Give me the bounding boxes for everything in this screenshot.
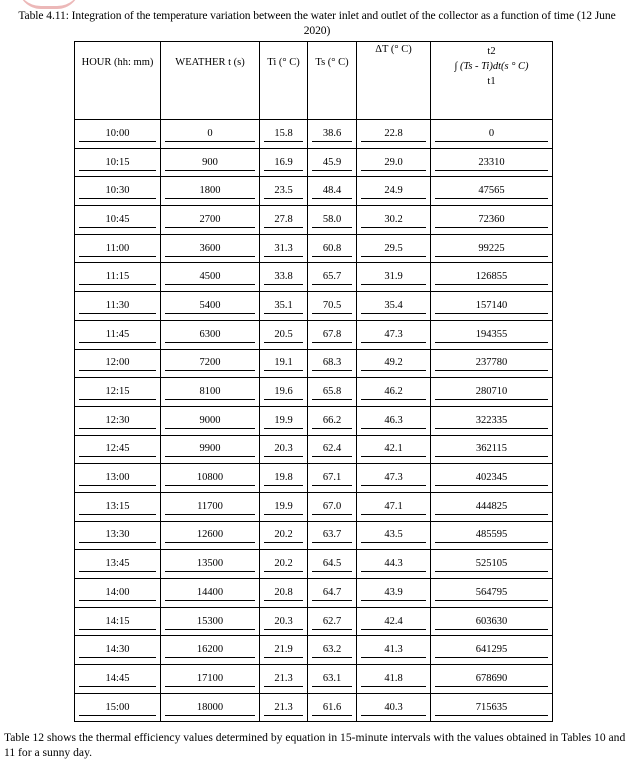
integral-cell [431,464,553,493]
time-seconds-cell-value: 12600 [165,527,255,543]
ts-cell [308,693,357,722]
ti-cell [260,349,308,378]
integral-cell-value: 23310 [435,155,548,171]
table-row [75,406,553,435]
ts-cell-value: 67.0 [312,499,352,515]
time-seconds-cell [161,607,260,636]
hour-cell-value: 10:45 [79,212,156,228]
ti-cell [260,320,308,349]
hour-cell [75,320,161,349]
table-row [75,607,553,636]
ts-cell [308,320,357,349]
ts-cell-value: 67.1 [312,470,352,486]
ti-cell [260,120,308,149]
time-seconds-cell [161,148,260,177]
integral-cell [431,148,553,177]
integral-cell-value: 72360 [435,212,548,228]
ts-cell [308,550,357,579]
ts-cell [308,234,357,263]
delta-t-cell [357,234,431,263]
hour-cell [75,464,161,493]
time-seconds-cell-value: 7200 [165,355,255,371]
table-row [75,148,553,177]
table-row [75,263,553,292]
delta-t-cell-value: 29.5 [361,241,426,257]
delta-t-cell-value: 47.3 [361,327,426,343]
integral-cell-value: 564795 [435,585,548,601]
time-seconds-cell-value: 9000 [165,413,255,429]
hour-cell-value: 14:15 [79,614,156,630]
table-row [75,206,553,235]
ts-cell-value: 64.5 [312,556,352,572]
ts-cell [308,177,357,206]
time-seconds-cell-value: 17100 [165,671,255,687]
ti-cell [260,263,308,292]
integral-cell-value: 47565 [435,183,548,199]
delta-t-cell-value: 42.1 [361,441,426,457]
time-seconds-cell-value: 10800 [165,470,255,486]
integral-cell [431,206,553,235]
ti-cell-value: 35.1 [264,298,303,314]
table-row [75,579,553,608]
time-seconds-cell [161,579,260,608]
integral-cell [431,406,553,435]
time-seconds-cell-value: 3600 [165,241,255,257]
integral-cell [431,492,553,521]
ti-cell [260,435,308,464]
delta-t-cell [357,579,431,608]
ts-cell [308,579,357,608]
time-seconds-cell-value: 2700 [165,212,255,228]
time-seconds-cell [161,550,260,579]
hour-cell [75,234,161,263]
time-seconds-cell [161,665,260,694]
integral-cell-value: 280710 [435,384,548,400]
delta-t-cell-value: 35.4 [361,298,426,314]
ti-cell-value: 21.9 [264,642,303,658]
ti-cell-value: 21.3 [264,700,303,716]
integral-cell [431,607,553,636]
hour-cell-value: 10:15 [79,155,156,171]
ti-cell [260,206,308,235]
hour-cell [75,550,161,579]
ti-cell [260,177,308,206]
integral-cell-value: 715635 [435,700,548,716]
integral-cell-value: 237780 [435,355,548,371]
time-seconds-cell-value: 9900 [165,441,255,457]
hour-cell-value: 13:15 [79,499,156,515]
ti-cell-value: 20.8 [264,585,303,601]
ts-cell [308,636,357,665]
ts-cell [308,292,357,321]
hour-cell [75,665,161,694]
table-row [75,550,553,579]
ts-cell [308,665,357,694]
delta-t-cell [357,492,431,521]
delta-t-cell-value: 44.3 [361,556,426,572]
hour-cell [75,693,161,722]
time-seconds-cell-value: 8100 [165,384,255,400]
hour-cell [75,349,161,378]
ti-cell [260,406,308,435]
time-seconds-cell [161,234,260,263]
time-seconds-cell [161,206,260,235]
time-seconds-cell [161,320,260,349]
ti-cell-value: 19.6 [264,384,303,400]
ti-cell [260,579,308,608]
ti-cell [260,550,308,579]
delta-t-cell [357,406,431,435]
ts-cell-value: 58.0 [312,212,352,228]
integral-cell-value: 99225 [435,241,548,257]
ti-cell [260,665,308,694]
delta-t-cell-value: 42.4 [361,614,426,630]
time-seconds-cell [161,177,260,206]
time-seconds-cell-value: 14400 [165,585,255,601]
integral-cell [431,234,553,263]
hour-cell [75,521,161,550]
integral-cell [431,378,553,407]
ts-cell [308,435,357,464]
delta-t-cell [357,550,431,579]
delta-t-cell-value: 40.3 [361,700,426,716]
time-seconds-cell-value: 16200 [165,642,255,658]
ts-cell-value: 62.4 [312,441,352,457]
time-seconds-cell-value: 15300 [165,614,255,630]
ts-cell-value: 65.7 [312,269,352,285]
delta-t-cell [357,206,431,235]
header-integral [431,42,553,120]
delta-t-cell-value: 31.9 [361,269,426,285]
ts-cell-value: 45.9 [312,155,352,171]
ts-cell-value: 61.6 [312,700,352,716]
delta-t-cell [357,435,431,464]
ts-cell [308,120,357,149]
hour-cell-value: 11:45 [79,327,156,343]
delta-t-cell-value: 43.9 [361,585,426,601]
ts-cell [308,349,357,378]
table-row [75,636,553,665]
time-seconds-cell [161,492,260,521]
ts-cell-value: 63.2 [312,642,352,658]
ts-cell-value: 70.5 [312,298,352,314]
ti-cell-value: 20.5 [264,327,303,343]
delta-t-cell [357,693,431,722]
time-seconds-cell-value: 6300 [165,327,255,343]
delta-t-cell [357,148,431,177]
table-row [75,378,553,407]
integral-cell [431,636,553,665]
integral-expression: ∫ (Ts - Ti)dt(s ° C) [454,61,529,72]
hour-cell [75,378,161,407]
delta-t-cell-value: 29.0 [361,155,426,171]
hour-cell-value: 11:00 [79,241,156,257]
time-seconds-cell-value: 4500 [165,269,255,285]
integral-cell [431,292,553,321]
integral-cell-value: 603630 [435,614,548,630]
hour-cell [75,406,161,435]
integral-cell [431,177,553,206]
ti-cell-value: 27.8 [264,212,303,228]
integral-cell-value: 678690 [435,671,548,687]
ti-cell-value: 19.9 [264,413,303,429]
integral-cell-value: 194355 [435,327,548,343]
time-seconds-cell [161,464,260,493]
delta-t-cell [357,464,431,493]
hour-cell [75,607,161,636]
ti-cell-value: 33.8 [264,269,303,285]
ti-cell-value: 19.1 [264,355,303,371]
integral-cell-value: 157140 [435,298,548,314]
ti-cell-value: 20.2 [264,527,303,543]
hour-cell-value: 14:30 [79,642,156,658]
hour-cell [75,177,161,206]
delta-t-cell [357,521,431,550]
integral-cell [431,665,553,694]
time-seconds-cell [161,349,260,378]
ts-cell-value: 64.7 [312,585,352,601]
hour-cell-value: 12:15 [79,384,156,400]
integral-cell [431,263,553,292]
integral-cell [431,693,553,722]
integral-cell-value: 485595 [435,527,548,543]
hour-cell [75,579,161,608]
time-seconds-cell [161,378,260,407]
ti-cell [260,464,308,493]
ts-cell [308,406,357,435]
hour-cell [75,492,161,521]
ti-cell [260,636,308,665]
integral-cell-value: 322335 [435,413,548,429]
hour-cell-value: 12:45 [79,441,156,457]
time-seconds-cell-value: 900 [165,155,255,171]
delta-t-cell-value: 41.3 [361,642,426,658]
time-seconds-cell-value: 11700 [165,499,255,515]
delta-t-cell-value: 47.3 [361,470,426,486]
table-row [75,320,553,349]
hour-cell-value: 14:00 [79,585,156,601]
ts-cell-value: 60.8 [312,241,352,257]
integral-cell-value: 641295 [435,642,548,658]
hour-cell [75,148,161,177]
hour-cell [75,206,161,235]
ti-cell [260,378,308,407]
ti-cell-value: 20.3 [264,614,303,630]
header-weather: WEATHER t (s) [161,42,260,120]
ts-cell-value: 48.4 [312,183,352,199]
integral-cell [431,521,553,550]
delta-t-cell [357,349,431,378]
table-row [75,177,553,206]
ts-cell-value: 38.6 [312,126,352,142]
table-row [75,349,553,378]
ti-cell [260,492,308,521]
ts-cell-value: 65.8 [312,384,352,400]
integral-cell [431,320,553,349]
time-seconds-cell [161,263,260,292]
integral-cell-value: 362115 [435,441,548,457]
ts-cell-value: 62.7 [312,614,352,630]
integral-cell [431,550,553,579]
delta-t-cell [357,263,431,292]
integral-cell-value: 0 [435,126,548,142]
ts-cell-value: 67.8 [312,327,352,343]
integral-lower-limit: t1 [487,76,496,87]
time-seconds-cell [161,292,260,321]
ts-cell-value: 68.3 [312,355,352,371]
table-row [75,234,553,263]
delta-t-cell [357,177,431,206]
integral-cell-value: 126855 [435,269,548,285]
integral-cell-value: 525105 [435,556,548,572]
delta-t-cell [357,636,431,665]
table-row [75,693,553,722]
time-seconds-cell [161,435,260,464]
time-seconds-cell [161,521,260,550]
delta-t-cell-value: 47.1 [361,499,426,515]
hour-cell-value: 13:00 [79,470,156,486]
delta-t-cell-value: 41.8 [361,671,426,687]
hour-cell [75,636,161,665]
table-row [75,665,553,694]
time-seconds-cell-value: 1800 [165,183,255,199]
hour-cell-value: 10:30 [79,183,156,199]
delta-t-cell [357,120,431,149]
header-delta-t: ΔT (° C) [357,42,431,120]
header-ti: Ti (° C) [260,42,308,120]
ts-cell [308,263,357,292]
hour-cell [75,263,161,292]
ts-cell-value: 63.7 [312,527,352,543]
ti-cell [260,693,308,722]
delta-t-cell [357,665,431,694]
delta-t-cell-value: 46.2 [361,384,426,400]
table-caption: Table 4.11: Integration of the temperature variation between the water inlet and outlet of the collector as a function of time (12 June 2020) [18,9,616,37]
ti-cell [260,234,308,263]
ti-cell-value: 15.8 [264,126,303,142]
integration-table [74,41,553,722]
hour-cell [75,435,161,464]
hour-cell-value: 14:45 [79,671,156,687]
table-row [75,464,553,493]
time-seconds-cell [161,120,260,149]
delta-t-cell-value: 24.9 [361,183,426,199]
integral-cell-value: 444825 [435,499,548,515]
integral-cell [431,349,553,378]
delta-t-cell-value: 30.2 [361,212,426,228]
ts-cell [308,492,357,521]
hour-cell [75,120,161,149]
hour-cell-value: 12:00 [79,355,156,371]
table-body [75,120,553,722]
ts-cell [308,521,357,550]
ti-cell-value: 21.3 [264,671,303,687]
ti-cell-value: 23.5 [264,183,303,199]
header-hour: HOUR (hh: mm) [75,42,161,120]
ti-cell-value: 19.8 [264,470,303,486]
integral-cell [431,579,553,608]
integral-cell-value: 402345 [435,470,548,486]
delta-t-cell [357,607,431,636]
ts-cell-value: 66.2 [312,413,352,429]
integral-cell [431,120,553,149]
ti-cell [260,292,308,321]
delta-t-cell [357,378,431,407]
ti-cell-value: 20.3 [264,441,303,457]
ts-cell [308,464,357,493]
ti-cell-value: 20.2 [264,556,303,572]
ts-cell-value: 63.1 [312,671,352,687]
integral-upper-limit: t2 [487,46,496,57]
header-ts: Ts (° C) [308,42,357,120]
ti-cell-value: 19.9 [264,499,303,515]
hour-cell-value: 11:15 [79,269,156,285]
table-header-row [75,42,553,120]
time-seconds-cell [161,636,260,665]
table-row [75,120,553,149]
time-seconds-cell-value: 13500 [165,556,255,572]
hour-cell-value: 15:00 [79,700,156,716]
delta-t-cell-value: 49.2 [361,355,426,371]
hour-cell-value: 12:30 [79,413,156,429]
hour-cell-value: 13:45 [79,556,156,572]
ts-cell [308,148,357,177]
hour-cell [75,292,161,321]
time-seconds-cell-value: 0 [165,126,255,142]
ti-cell-value: 31.3 [264,241,303,257]
delta-t-cell [357,320,431,349]
table-row [75,492,553,521]
ti-cell [260,521,308,550]
ts-cell [308,378,357,407]
ti-cell [260,607,308,636]
hour-cell-value: 13:30 [79,527,156,543]
integral-cell [431,435,553,464]
ts-cell [308,607,357,636]
table-row [75,521,553,550]
ti-cell-value: 16.9 [264,155,303,171]
table-row [75,292,553,321]
time-seconds-cell [161,406,260,435]
delta-t-cell-value: 46.3 [361,413,426,429]
time-seconds-cell-value: 18000 [165,700,255,716]
ti-cell [260,148,308,177]
hour-cell-value: 11:30 [79,298,156,314]
delta-t-cell-value: 22.8 [361,126,426,142]
time-seconds-cell [161,693,260,722]
footer-paragraph: Table 12 shows the thermal efficiency values determined by equation in 15-minute intervals with the values obtained in Tables 10 and 11 for a sunny day. [4,731,626,759]
delta-t-cell [357,292,431,321]
delta-t-cell-value: 43.5 [361,527,426,543]
ts-cell [308,206,357,235]
table-row [75,435,553,464]
hour-cell-value: 10:00 [79,126,156,142]
time-seconds-cell-value: 5400 [165,298,255,314]
